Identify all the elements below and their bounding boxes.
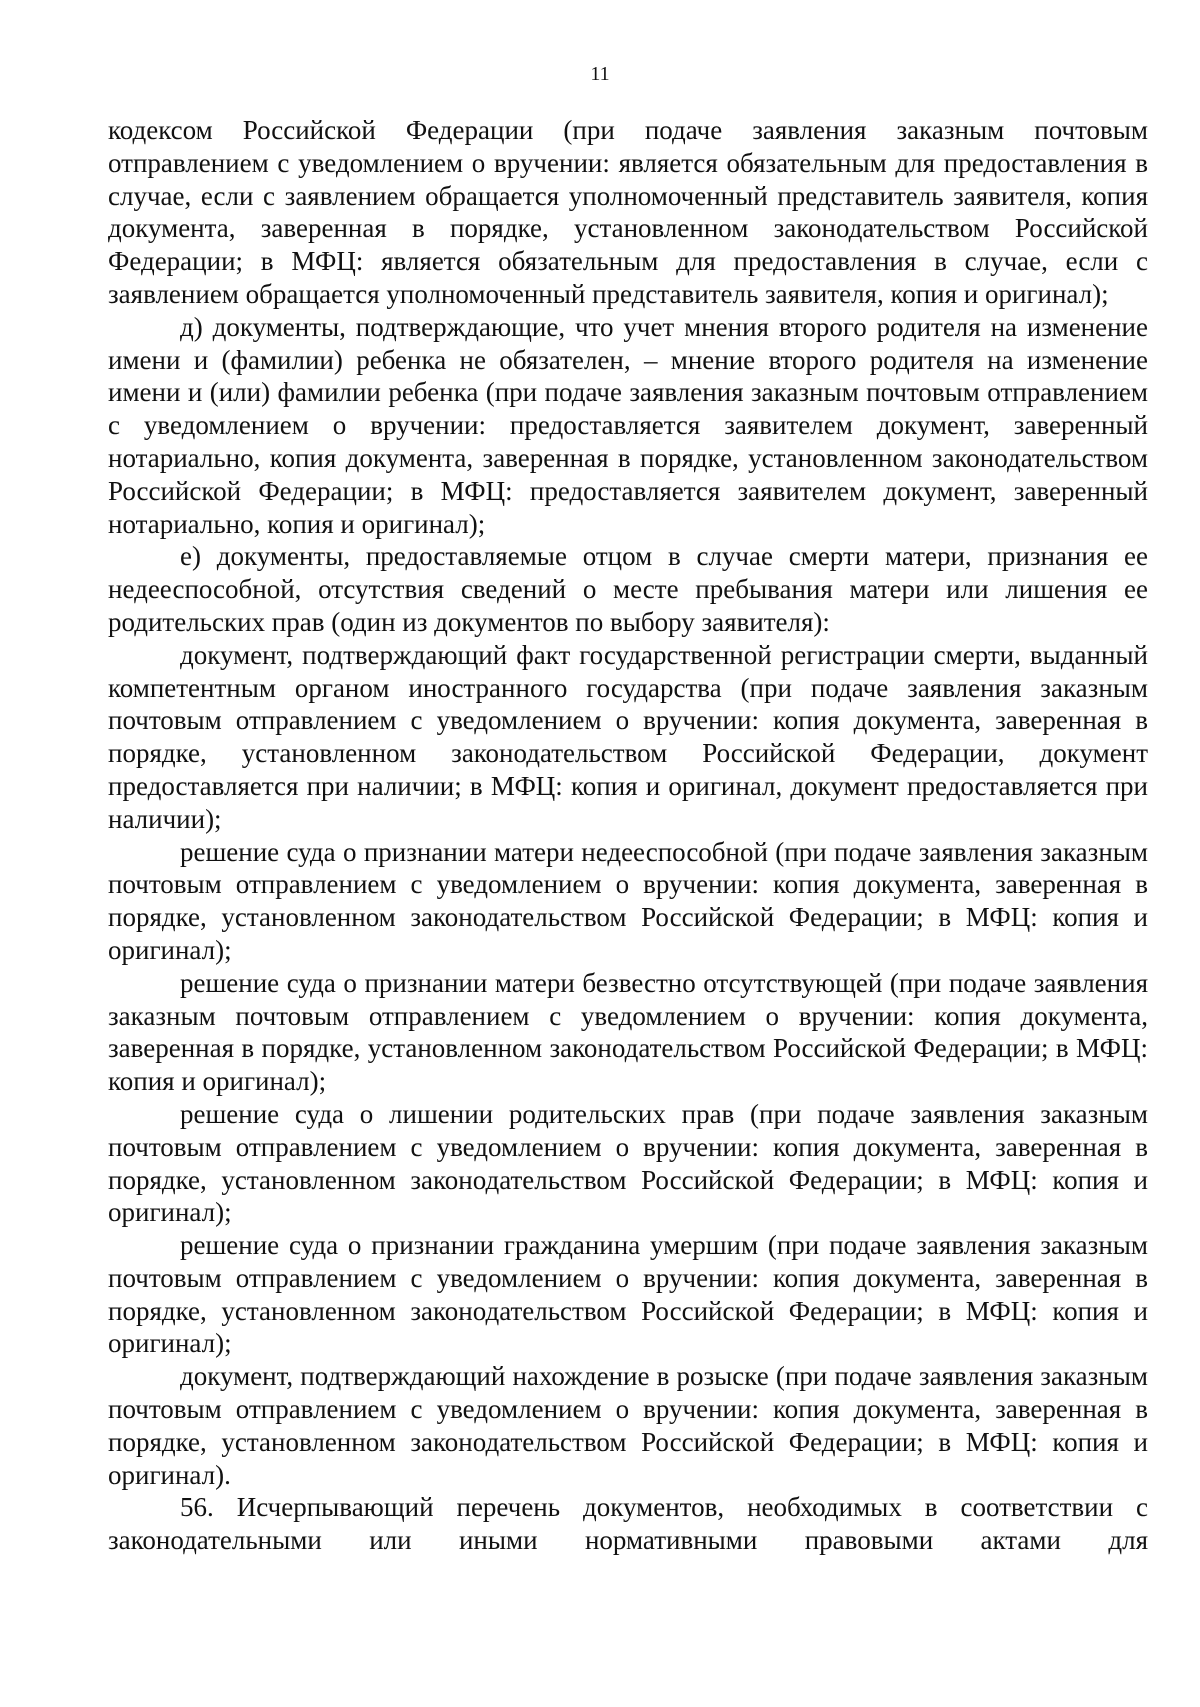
paragraph-continuation: кодексом Российской Федерации (при подаче заявления заказным почтовым отправлением с уведомлением о вручении: является обязательным для предоставления в случае, если с заявлением обращается уполномоченный представитель заявителя, копия документа, заверенная в порядке, установленном законодательством Российской Федерации; в МФЦ: является обязательным для предоставления в случае, если с заявлением обращается уполномоченный представитель заявителя, копия и оригинал); — [108, 115, 1148, 309]
paragraph-deceased-decision: решение суда о признании гражданина умершим (при подаче заявления заказным почтовым отправлением с уведомлением о вручении: копия документа, заверенная в порядке, установленном законодательством Российской Федерации; в МФЦ: копия и оригинал); — [108, 1230, 1148, 1359]
page-number: 11 — [590, 63, 610, 85]
paragraph-death-certificate: документ, подтверждающий факт государственной регистрации смерти, выданный компетентным органом иностранного государства (при подаче заявления заказным почтовым отправлением с уведомлением о вручении: копия документа, заверенная в порядке, установленном законодательством Российской Федерации, документ предоставляется при наличии; в МФЦ: копия и оригинал, документ предоставляется при наличии); — [108, 639, 1148, 834]
paragraph-incapacity-decision: решение суда о признании матери недееспособной (при подаче заявления заказным почтовым отправлением с уведомлением о вручении: копия документа, заверенная в порядке, установленном законодательством Российской Федерации; в МФЦ: копия и оригинал); — [108, 836, 1148, 965]
paragraph-parental-rights-decision: решение суда о лишении родительских прав (при подаче заявления заказным почтовым отправлением с уведомлением о вручении: копия документа, заверенная в порядке, установленном законодательством Российской Федерации; в МФЦ: копия и оригинал); — [108, 1098, 1148, 1228]
paragraph-missing-decision: решение суда о признании матери безвестно отсутствующей (при подаче заявления заказным почтовым отправлением с уведомлением о вручении: копия документа, заверенная в порядке, установленном законодательством Российской Федерации; в МФЦ: копия и оригинал); — [108, 967, 1148, 1097]
paragraph-wanted-document: документ, подтверждающий нахождение в розыске (при подаче заявления заказным почтовым отправлением с уведомлением о вручении: копия документа, заверенная в порядке, установленном законодательством Российской Федерации; в МФЦ: копия и оригинал). — [108, 1361, 1148, 1490]
document-body — [108, 114, 1148, 1557]
paragraph-item-e: е) документы, предоставляемые отцом в случае смерти матери, признания ее недееспособной, отсутствия сведений о месте пребывания матери или лишения ее родительских прав (один из документов по выбору заявителя): — [108, 541, 1148, 637]
paragraph-56: 56. Исчерпывающий перечень документов, необходимых в соответствии с законодательными или иными нормативными правовыми актами для — [108, 1492, 1148, 1556]
paragraph-item-d: д) документы, подтверждающие, что учет мнения второго родителя на изменение имени и (фамилии) ребенка не обязателен, – мнение второго родителя на изменение имени и (или) фамилии ребенка (при подаче заявления заказным почтовым отправлением с уведомлением о вручении: предоставляется заявителем документ, заверенный нотариально, копия документа, заверенная в порядке, установленном законодательством Российской Федерации; в МФЦ: предоставляется заявителем документ, заверенный нотариально, копия и оригинал); — [108, 311, 1148, 539]
